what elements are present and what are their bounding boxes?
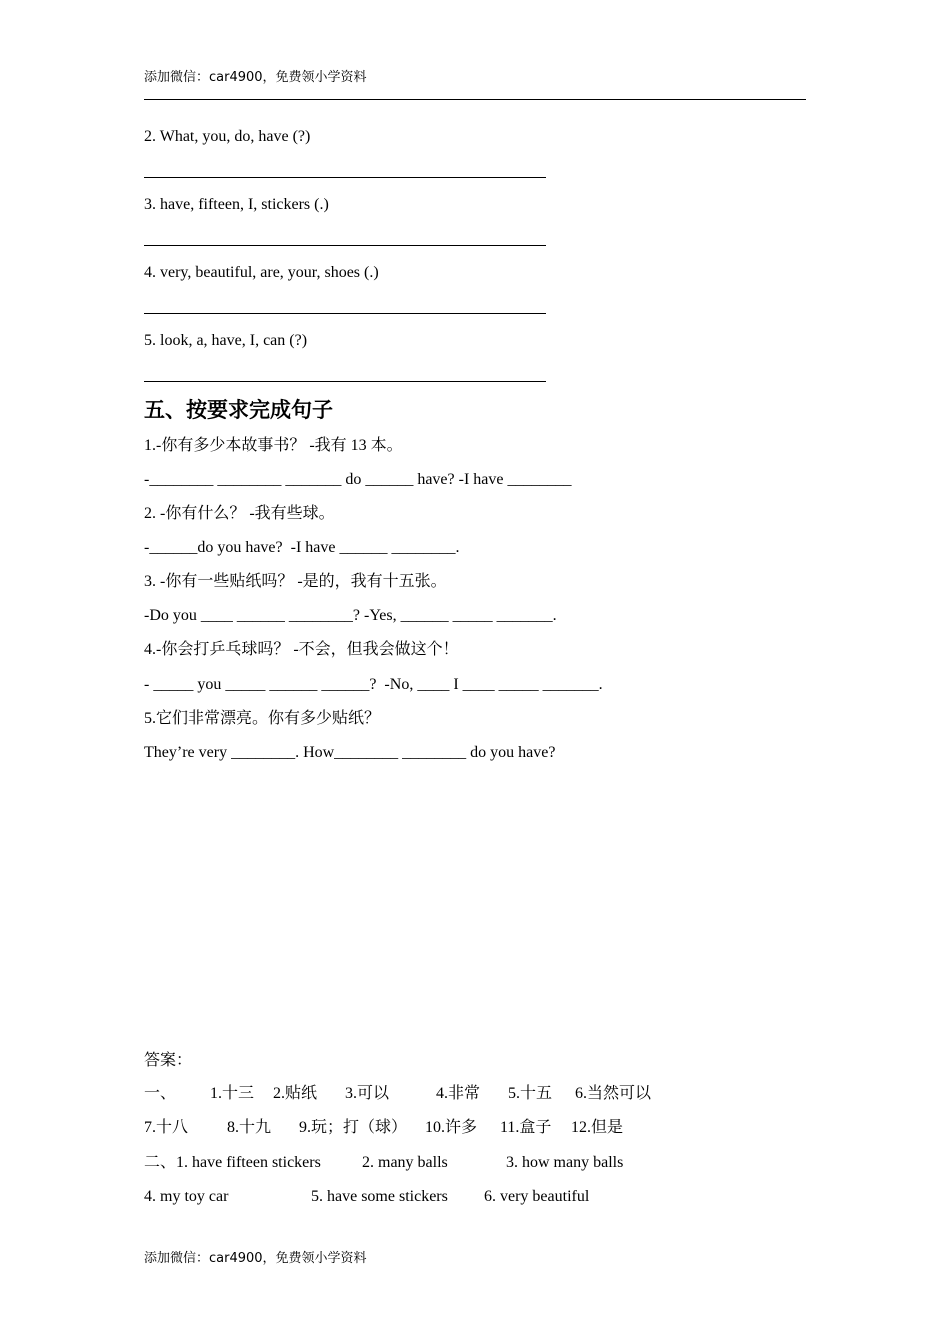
answers-label: 答案： bbox=[144, 1052, 193, 1069]
answer-item: 9.玩；打（球） bbox=[299, 1119, 408, 1136]
answer-blank-3 bbox=[144, 245, 546, 246]
answer-item: 7.十八 bbox=[144, 1119, 189, 1136]
page-footer: 添加微信：car4900，免费领小学资料 bbox=[144, 1251, 367, 1266]
answer-item: 4. my toy car bbox=[144, 1188, 229, 1205]
answer-item: 6.当然可以 bbox=[575, 1085, 652, 1102]
answer-item: 3. how many balls bbox=[506, 1154, 624, 1171]
answer-item: 2.贴纸 bbox=[273, 1085, 318, 1102]
sentence-prompt-1: 1.-你有多少本故事书？ -我有 13 本。 bbox=[144, 437, 403, 454]
answer-item: 二、1. have fifteen stickers bbox=[144, 1154, 321, 1171]
answer-item: 一、 bbox=[144, 1085, 177, 1102]
header-divider bbox=[144, 99, 806, 100]
reorder-question-5: 5. look, a, have, I, can (?) bbox=[144, 332, 308, 349]
sentence-fill-2: -______do you have? -I have ______ ________. bbox=[144, 539, 460, 556]
reorder-question-4: 4. very, beautiful, are, your, shoes (.) bbox=[144, 264, 379, 281]
answer-item: 5.十五 bbox=[508, 1085, 553, 1102]
section-title: 五、按要求完成句子 bbox=[144, 398, 333, 422]
answer-item: 1.十三 bbox=[210, 1085, 255, 1102]
answer-blank-2 bbox=[144, 177, 546, 178]
answer-item: 6. very beautiful bbox=[484, 1188, 590, 1205]
page-header: 添加微信：car4900，免费领小学资料 bbox=[144, 70, 367, 85]
sentence-prompt-2: 2. -你有什么？ -我有些球。 bbox=[144, 505, 335, 522]
sentence-fill-5: They’re very ________. How________ ________ do you have? bbox=[144, 744, 556, 761]
sentence-prompt-5: 5.它们非常漂亮。你有多少贴纸？ bbox=[144, 710, 381, 727]
sentence-prompt-4: 4.-你会打乒乓球吗？ -不会，但我会做这个！ bbox=[144, 641, 459, 658]
answer-item: 12.但是 bbox=[571, 1119, 624, 1136]
answer-item: 5. have some stickers bbox=[311, 1188, 448, 1205]
reorder-question-2: 2. What, you, do, have (?) bbox=[144, 128, 311, 145]
answer-item: 2. many balls bbox=[362, 1154, 448, 1171]
answer-blank-4 bbox=[144, 313, 546, 314]
answer-item: 8.十九 bbox=[227, 1119, 272, 1136]
sentence-prompt-3: 3. -你有一些贴纸吗？ -是的，我有十五张。 bbox=[144, 573, 447, 590]
reorder-question-3: 3. have, fifteen, I, stickers (.) bbox=[144, 196, 329, 213]
answer-item: 10.许多 bbox=[425, 1119, 478, 1136]
sentence-fill-3: -Do you ____ ______ ________? -Yes, ______ _____ _______. bbox=[144, 607, 557, 624]
sentence-fill-1: -________ ________ _______ do ______ have? -I have ________ bbox=[144, 471, 572, 488]
answer-item: 3.可以 bbox=[345, 1085, 390, 1102]
answer-blank-5 bbox=[144, 381, 546, 382]
answer-item: 11.盒子 bbox=[500, 1119, 552, 1136]
answer-item: 4.非常 bbox=[436, 1085, 481, 1102]
sentence-fill-4: - _____ you _____ ______ ______? -No, ____ I ____ _____ _______. bbox=[144, 676, 603, 693]
